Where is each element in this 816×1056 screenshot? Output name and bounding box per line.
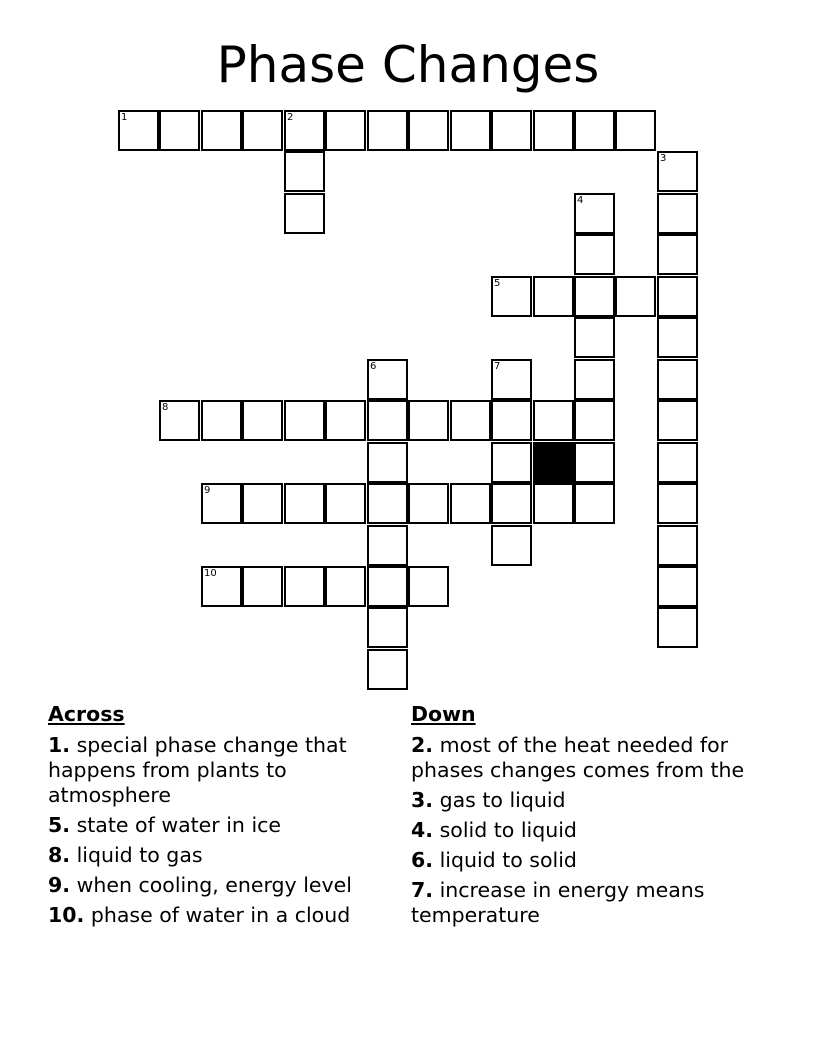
clue-text: special phase change that happens from plants to atmosphere <box>48 733 347 807</box>
clue-number: 10. <box>48 903 85 927</box>
grid-cell[interactable] <box>367 607 408 648</box>
grid-cell[interactable] <box>491 483 532 524</box>
grid-cell[interactable] <box>284 151 325 192</box>
clue-text: phase of water in a cloud <box>90 903 351 927</box>
grid-cell[interactable] <box>118 110 159 151</box>
clue-number: 1. <box>48 733 71 757</box>
grid-cell[interactable] <box>159 400 200 441</box>
grid-cell[interactable] <box>574 359 615 400</box>
grid-cell[interactable] <box>574 234 615 275</box>
cell-number: 2 <box>287 112 294 123</box>
cell-number: 6 <box>370 361 377 372</box>
down-heading: Down <box>411 702 476 726</box>
grid-cell[interactable] <box>657 193 698 234</box>
clue-across-9 <box>48 873 398 898</box>
grid-cell[interactable] <box>408 400 449 441</box>
grid-cell[interactable] <box>367 400 408 441</box>
grid-cell[interactable] <box>657 317 698 358</box>
grid-cell[interactable] <box>242 400 283 441</box>
grid-cell[interactable] <box>657 359 698 400</box>
grid-cell[interactable] <box>242 483 283 524</box>
grid-cell[interactable] <box>408 566 449 607</box>
grid-cell[interactable] <box>367 525 408 566</box>
grid-cell[interactable] <box>574 400 615 441</box>
grid-cell[interactable] <box>284 110 325 151</box>
grid-cell[interactable] <box>574 442 615 483</box>
grid-cell[interactable] <box>533 276 574 317</box>
grid-cell[interactable] <box>657 151 698 192</box>
clue-down-6 <box>411 848 781 873</box>
clue-number: 5. <box>48 813 71 837</box>
grid-cell[interactable] <box>491 276 532 317</box>
grid-cell[interactable] <box>533 110 574 151</box>
grid-cell[interactable] <box>657 234 698 275</box>
grid-cell[interactable] <box>491 110 532 151</box>
grid-cell[interactable] <box>325 483 366 524</box>
clue-number: 7. <box>411 878 434 902</box>
clue-number: 8. <box>48 843 71 867</box>
grid-cell[interactable] <box>533 483 574 524</box>
clue-number: 9. <box>48 873 71 897</box>
grid-cell[interactable] <box>574 193 615 234</box>
grid-cell[interactable] <box>450 400 491 441</box>
grid-cell[interactable] <box>574 483 615 524</box>
clue-text: when cooling, energy level <box>76 873 352 897</box>
grid-cell[interactable] <box>284 483 325 524</box>
clue-across-10 <box>48 903 398 928</box>
grid-cell[interactable] <box>242 566 283 607</box>
cell-number: 5 <box>494 278 501 289</box>
clue-text: increase in energy means temperature <box>411 878 705 927</box>
grid-cell[interactable] <box>408 110 449 151</box>
clue-across-8 <box>48 843 398 868</box>
grid-cell[interactable] <box>615 276 656 317</box>
grid-cell[interactable] <box>491 400 532 441</box>
clue-text: gas to liquid <box>439 788 566 812</box>
grid-cell[interactable] <box>657 566 698 607</box>
shaded-cell <box>533 442 574 483</box>
grid-cell[interactable] <box>325 110 366 151</box>
clue-number: 3. <box>411 788 434 812</box>
grid-cell[interactable] <box>284 193 325 234</box>
cell-number: 8 <box>162 402 169 413</box>
grid-cell[interactable] <box>159 110 200 151</box>
grid-cell[interactable] <box>325 566 366 607</box>
clue-down-3 <box>411 788 781 813</box>
grid-cell[interactable] <box>491 442 532 483</box>
grid-cell[interactable] <box>201 400 242 441</box>
cell-number: 7 <box>494 361 501 372</box>
grid-cell[interactable] <box>657 276 698 317</box>
grid-cell[interactable] <box>657 607 698 648</box>
grid-cell[interactable] <box>367 649 408 690</box>
grid-cell[interactable] <box>367 442 408 483</box>
clue-number: 2. <box>411 733 434 757</box>
grid-cell[interactable] <box>615 110 656 151</box>
cell-number: 4 <box>577 195 584 206</box>
grid-cell[interactable] <box>657 400 698 441</box>
puzzle-title: Phase Changes <box>216 36 600 94</box>
clue-down-4 <box>411 818 781 843</box>
clue-across-5 <box>48 813 398 838</box>
clue-down-2 <box>411 733 781 783</box>
grid-cell[interactable] <box>450 483 491 524</box>
clue-across-1 <box>48 733 398 808</box>
grid-cell[interactable] <box>284 400 325 441</box>
grid-cell[interactable] <box>367 483 408 524</box>
grid-cell[interactable] <box>491 525 532 566</box>
clue-number: 4. <box>411 818 434 842</box>
across-clues <box>48 702 398 933</box>
grid-cell[interactable] <box>408 483 449 524</box>
grid-cell[interactable] <box>574 276 615 317</box>
clue-text: liquid to gas <box>76 843 203 867</box>
grid-cell[interactable] <box>367 359 408 400</box>
down-clues <box>411 702 781 933</box>
clue-down-7 <box>411 878 781 928</box>
grid-cell[interactable] <box>657 483 698 524</box>
grid-cell[interactable] <box>201 566 242 607</box>
grid-cell[interactable] <box>201 110 242 151</box>
across-heading: Across <box>48 702 125 726</box>
grid-cell[interactable] <box>533 400 574 441</box>
grid-cell[interactable] <box>574 110 615 151</box>
clue-text: solid to liquid <box>439 818 577 842</box>
cell-number: 1 <box>121 112 128 123</box>
clue-text: most of the heat needed for phases changes comes from the <box>411 733 745 782</box>
clue-text: liquid to solid <box>439 848 577 872</box>
cell-number: 10 <box>204 568 217 579</box>
cell-number: 9 <box>204 485 211 496</box>
grid-cell[interactable] <box>657 442 698 483</box>
grid-cell[interactable] <box>574 317 615 358</box>
grid-cell[interactable] <box>201 483 242 524</box>
grid-cell[interactable] <box>367 566 408 607</box>
grid-cell[interactable] <box>657 525 698 566</box>
cell-number: 3 <box>660 153 667 164</box>
grid-cell[interactable] <box>450 110 491 151</box>
clue-text: state of water in ice <box>76 813 282 837</box>
clue-number: 6. <box>411 848 434 872</box>
grid-cell[interactable] <box>325 400 366 441</box>
grid-cell[interactable] <box>367 110 408 151</box>
grid-cell[interactable] <box>284 566 325 607</box>
grid-cell[interactable] <box>242 110 283 151</box>
grid-cell[interactable] <box>491 359 532 400</box>
